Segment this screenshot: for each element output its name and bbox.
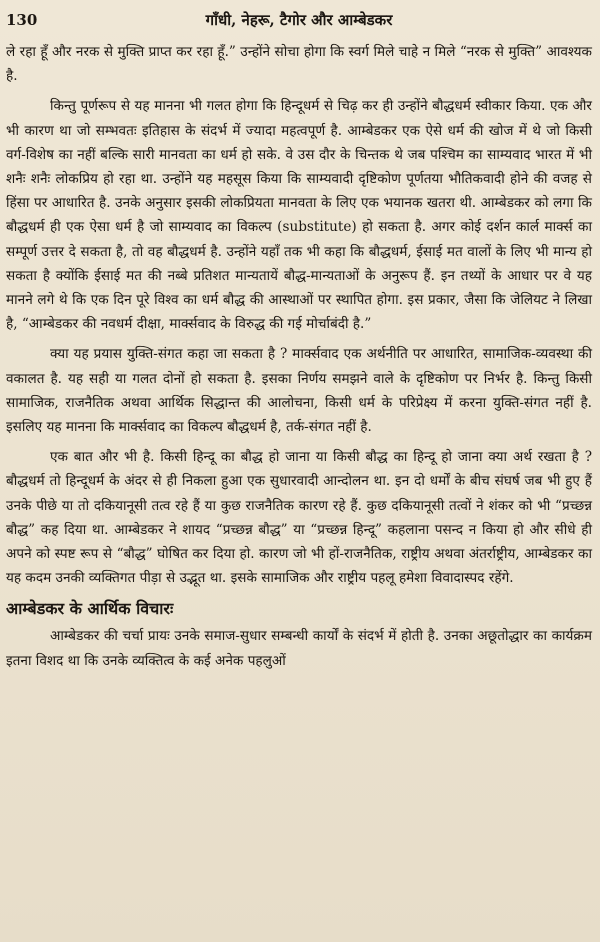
paragraph-hindu-buddhist: एक बात और भी है. किसी हिन्दू का बौद्ध हो जाना या किसी बौद्ध का हिन्दू हो जाना क्या अर्थ रखता है ? बौद्धधर्म तो हिन्दूधर्म के अंदर से ही निकला हुआ एक सुधारवादी आन्दोलन था. इन दो धर्मों के बीच संघर्ष जब भी हुए हैं उनके पीछे या तो दकियानूसी तत्व रहे हैं या कुछ राजनैतिक कारण रहे हैं. कुछ दकियानूसी तत्वों ने शंकर को भी “प्रच्छन्न बौद्ध” कह दिया था. आम्बेडकर ने शायद “प्रच्छन्न बौद्ध” या “प्रच्छन्न हिन्दू” कहलाना पसन्द न किया हो और सीधे ही अपने को स्पष्ट रूप से “बौद्ध” घोषित कर दिया हो. कारण जो भी हों-राजनैतिक, राष्ट्रीय अथवा अंतर्राष्ट्रीय, आम्बेडकर का यह कदम उनकी व्यक्तिगत पीड़ा से उद्भूत था. इसके सामाजिक और राष्ट्रीय पहलू हमेशा विवादास्पद रहेंगे. xyxy=(6,449,592,587)
section-heading: आम्बेडकर के आर्थिक विचारः xyxy=(6,599,174,619)
paragraph-continuation: ले रहा हूँ और नरक से मुक्ति प्राप्त कर रहा हूँ.” उन्होंने सोचा होगा कि स्वर्ग मिले चाहे न मिले “नरक से मुक्ति” आवश्यक है. xyxy=(6,44,592,85)
paragraph-conversion-reasons: किन्तु पूर्णरूप से यह मानना भी गलत होगा कि हिन्दूधर्म से चिढ़ कर ही उन्होंने बौद्धधर्म स्वीकार किया. एक और भी कारण था जो सम्भवतः इतिहास के संदर्भ में ज्यादा महत्वपूर्ण है. आम्बेडकर एक ऐसे धर्म की खोज में थे जो किसी वर्ग-विशेष का नहीं बल्कि सारी मानवता का धर्म हो सके. वे उस दौर के चिन्तक थे जब पश्चिम का साम्यवाद भारत में भी शनैः शनैः लोकप्रिय हो रहा था. उन्होंने यह महसूस किया कि साम्यवादी दृष्टिकोण पूर्णतया भौतिकवादी होने की वजह से हिंसा पर आधारित है. उनके अनुसार इसकी लोकप्रियता मानवता के लिए एक भयानक खतरा थी. आम्बेडकर को लगा कि बौद्धधर्म ही एक ऐसा धर्म है जो साम्यवाद का विकल्प (substitute) हो सकता है. अगर कोई दर्शन कार्ल मार्क्स का सम्पूर्ण उत्तर दे सकता है, तो वह बौद्धधर्म है. उन्होंने यहाँ तक भी कहा कि बौद्धधर्म, ईसाई मत वालों के लिए भी मान्य हो सकता है क्योंकि ईसाई मत की नब्बे प्रतिशत मान्यतायें बौद्ध-मान्यताओं के अनुरूप हैं. इन तथ्यों के आधार पर वे यह मानने लगे थे कि एक दिन पूरे विश्व का धर्म बौद्ध की आस्थाओं पर स्थापित होगा. इस प्रकार, जैसा कि जेलियट ने लिखा है, “आम्बेडकर की नवधर्म दीक्षा, मार्क्सवाद के विरुद्ध की गई मोर्चाबंदी है.” xyxy=(6,98,592,333)
running-title: गाँधी, नेहरू, टैगोर और आम्बेडकर xyxy=(205,11,393,29)
page-header xyxy=(6,10,592,36)
paragraph-marxism-critique: क्या यह प्रयास युक्ति-संगत कहा जा सकता है ? मार्क्सवाद एक अर्थनीति पर आधारित, सामाजिक-व्यवस्था की वकालत है. यह सही या गलत दोनों हो सकता है. इसका निर्णय समझने वाले के दृष्टिकोण पर निर्भर है. किन्तु किसी सामाजिक, राजनैतिक अथवा आर्थिक सिद्धान्त की आलोचना, किसी धर्म के परिप्रेक्ष्य में करना युक्ति-संगत नहीं है. इसलिए यह मानना कि मार्क्सवाद का विकल्प बौद्धधर्म है, तर्क-संगत नहीं है. xyxy=(6,346,592,436)
page-number: 130 xyxy=(6,11,38,29)
body-text xyxy=(6,40,592,673)
paragraph-economic-views: आम्बेडकर की चर्चा प्रायः उनके समाज-सुधार सम्बन्धी कार्यों के संदर्भ में होती है. उनका अछूतोद्धार का कार्यक्रम इतना विशद था कि उनके व्यक्तित्व के कई अनेक पहलुओं xyxy=(6,628,592,669)
